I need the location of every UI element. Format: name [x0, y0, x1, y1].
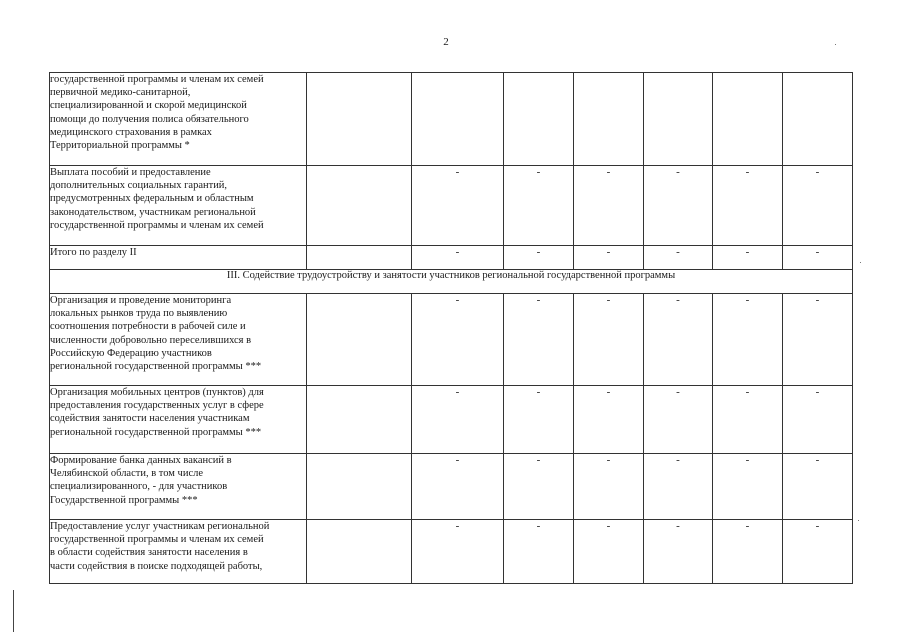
description-line: государственной программы и членам их семей [50, 74, 264, 85]
scan-speck [860, 262, 861, 263]
description-line: численности добровольно переселившихся в [50, 334, 252, 346]
table-row [50, 294, 853, 386]
value-cell: - [783, 454, 853, 520]
description-line: дополнительных социальных гарантий, [50, 180, 228, 192]
description-line: Формирование банка данных вакансий в [50, 455, 232, 466]
description-line: Предоставление услуг участникам региональной [50, 521, 270, 532]
section-header-row [50, 270, 853, 294]
value-cell [713, 73, 783, 166]
value-cell: - [504, 246, 574, 270]
description-line: Территориальной программы * [50, 140, 190, 152]
description-line: Организация мобильных центров (пунктов) для [50, 387, 264, 398]
scan-speck [858, 520, 859, 521]
value-cell: - [412, 454, 504, 520]
scan-margin-line [13, 590, 14, 632]
description-line: государственной программы и членам их семей [50, 219, 264, 231]
value-cell: - [412, 520, 504, 584]
table-body [50, 73, 853, 584]
value-cell: - [574, 166, 644, 246]
value-cell: - [412, 166, 504, 246]
row-description [50, 520, 307, 584]
description-line: Государственной программы *** [50, 494, 198, 506]
value-cell: - [713, 294, 783, 386]
value-cell: - [783, 246, 853, 270]
description-line: региональной государственной программы *** [50, 426, 262, 438]
value-cell: - [783, 386, 853, 454]
description-line: Организация и проведение мониторинга [50, 295, 232, 306]
value-cell: - [713, 386, 783, 454]
description-line: специализированной и скорой медицинской [50, 100, 247, 112]
empty-cell [307, 454, 412, 520]
scan-speck [835, 44, 836, 45]
description-line: предусмотренных федеральным и областным [50, 193, 254, 205]
description-line: предоставления государственных услуг в сфере [50, 400, 264, 412]
description-line: специализированного, - для участников [50, 481, 228, 493]
row-description [50, 73, 307, 166]
table-row [50, 386, 853, 454]
table-row [50, 520, 853, 584]
value-cell: - [644, 166, 713, 246]
value-cell: - [504, 166, 574, 246]
page-number: 2 [443, 36, 449, 48]
value-cell [783, 73, 853, 166]
value-cell: - [504, 520, 574, 584]
value-cell: - [783, 294, 853, 386]
table-row [50, 454, 853, 520]
row-description [50, 454, 307, 520]
value-cell: - [574, 520, 644, 584]
value-cell: - [412, 294, 504, 386]
value-cell: - [574, 294, 644, 386]
value-cell [574, 73, 644, 166]
empty-cell [307, 73, 412, 166]
description-line: региональной государственной программы *** [50, 361, 262, 373]
row-description [50, 294, 307, 386]
value-cell: - [713, 246, 783, 270]
empty-cell [307, 520, 412, 584]
empty-cell [307, 166, 412, 246]
value-cell: - [574, 454, 644, 520]
value-cell: - [644, 294, 713, 386]
value-cell: - [644, 386, 713, 454]
value-cell: - [644, 246, 713, 270]
value-cell: - [412, 386, 504, 454]
table-row [50, 246, 853, 270]
description-line: локальных рынков труда по выявлению [50, 308, 228, 320]
value-cell: - [504, 454, 574, 520]
description-line: в области содействия занятости населения в [50, 547, 248, 559]
value-cell: - [504, 386, 574, 454]
value-cell [504, 73, 574, 166]
value-cell: - [644, 520, 713, 584]
description-line: медицинского страхования в рамках [50, 126, 212, 138]
program-table [49, 72, 853, 584]
description-line: соотношения потребности в рабочей силе и [50, 321, 246, 333]
description-line: законодательством, участникам региональной [50, 206, 256, 218]
value-cell: - [783, 166, 853, 246]
value-cell: - [783, 520, 853, 584]
empty-cell [307, 294, 412, 386]
description-line: Российскую Федерацию участников [50, 347, 212, 359]
description-line: первичной медико-санитарной, [50, 87, 191, 99]
description-line: Челябинской области, в том числе [50, 468, 204, 480]
empty-cell [307, 246, 412, 270]
description-line: помощи до получения полиса обязательного [50, 113, 249, 125]
value-cell [412, 73, 504, 166]
value-cell: - [412, 246, 504, 270]
description-line: части содействия в поиске подходящей работы, [50, 560, 263, 572]
value-cell: - [574, 386, 644, 454]
value-cell: - [644, 454, 713, 520]
description-line: Выплата пособий и предоставление [50, 167, 211, 178]
row-description [50, 246, 307, 270]
description-line: содействия занятости населения участникам [50, 413, 250, 425]
value-cell [644, 73, 713, 166]
row-description [50, 386, 307, 454]
table-row [50, 73, 853, 166]
description-line: государственной программы и членам их семей [50, 534, 264, 546]
value-cell: - [504, 294, 574, 386]
value-cell: - [574, 246, 644, 270]
value-cell: - [713, 520, 783, 584]
empty-cell [307, 386, 412, 454]
row-description [50, 166, 307, 246]
description-line: Итого по разделу II [50, 247, 137, 258]
value-cell: - [713, 454, 783, 520]
value-cell: - [713, 166, 783, 246]
table-row [50, 166, 853, 246]
section-title: III. Содействие трудоустройству и занятости участников региональной государственной программы [50, 270, 853, 294]
